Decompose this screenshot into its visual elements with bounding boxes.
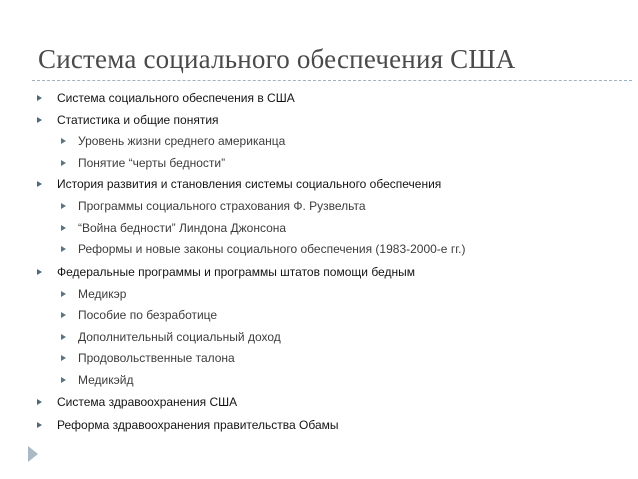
- triangle-bullet-icon: [37, 269, 42, 275]
- outline-item-text: Статистика и общие понятия: [57, 112, 219, 127]
- outline-item: [0, 110, 638, 132]
- outline-list: [0, 88, 638, 436]
- outline-subitem: [0, 131, 638, 153]
- outline-item-text: Федеральные программы и программы штатов помощи бедным: [57, 265, 415, 280]
- outline-item-text: Система здравоохранения США: [57, 394, 238, 409]
- outline-subitem: [0, 348, 638, 370]
- outline-item: [0, 174, 638, 196]
- triangle-bullet-icon: [61, 312, 66, 318]
- title-divider: [32, 80, 632, 81]
- outline-subitem: [0, 196, 638, 218]
- outline-subitem: [0, 239, 638, 261]
- outline-item-text: История развития и становления системы социального обеспечения: [57, 177, 442, 192]
- outline-item: [0, 88, 638, 110]
- outline-item-text: Уровень жизни среднего американца: [78, 134, 286, 149]
- outline-subitem: [0, 153, 638, 175]
- outline-subitem: [0, 370, 638, 392]
- outline-item-text: Реформы и новые законы социального обеспечения (1983-2000-е гг.): [78, 242, 466, 257]
- outline-subitem: [0, 327, 638, 349]
- outline-subitem: [0, 284, 638, 306]
- triangle-bullet-icon: [61, 225, 66, 231]
- slide-corner-triangle-icon: [28, 446, 38, 462]
- triangle-bullet-icon: [61, 334, 66, 340]
- triangle-bullet-icon: [61, 203, 66, 209]
- outline-item-text: Программы социального страхования Ф. Рузвельта: [78, 198, 366, 213]
- triangle-bullet-icon: [61, 138, 66, 144]
- slide-title: Система социального обеспечения США: [38, 44, 516, 74]
- triangle-bullet-icon: [61, 377, 66, 383]
- triangle-bullet-icon: [61, 246, 66, 252]
- outline-item: [0, 415, 638, 437]
- outline-item-text: Пособие по безработице: [78, 308, 218, 323]
- triangle-bullet-icon: [37, 181, 42, 187]
- outline-item-text: Система социального обеспечения в США: [57, 91, 295, 105]
- outline-item: [0, 392, 638, 414]
- triangle-bullet-icon: [61, 160, 66, 166]
- triangle-bullet-icon: [61, 355, 66, 361]
- outline-item-text: Медикэйд: [78, 373, 134, 388]
- outline-item-text: Реформа здравоохранения правительства Обамы: [57, 417, 339, 432]
- triangle-bullet-icon: [37, 399, 42, 405]
- outline-item-text: Продовольственные талона: [78, 351, 235, 366]
- outline-subitem: [0, 218, 638, 240]
- outline-item-text: Медикэр: [78, 286, 127, 301]
- outline-item: [0, 262, 638, 284]
- triangle-bullet-icon: [37, 422, 42, 428]
- triangle-bullet-icon: [37, 117, 42, 123]
- outline-item-text: Понятие “черты бедности”: [78, 155, 226, 170]
- outline-subitem: [0, 305, 638, 327]
- triangle-bullet-icon: [37, 95, 42, 101]
- outline-item-text: Дополнительный социальный доход: [78, 329, 281, 344]
- triangle-bullet-icon: [61, 291, 66, 297]
- outline-item-text: “Война бедности” Линдона Джонсона: [78, 220, 287, 235]
